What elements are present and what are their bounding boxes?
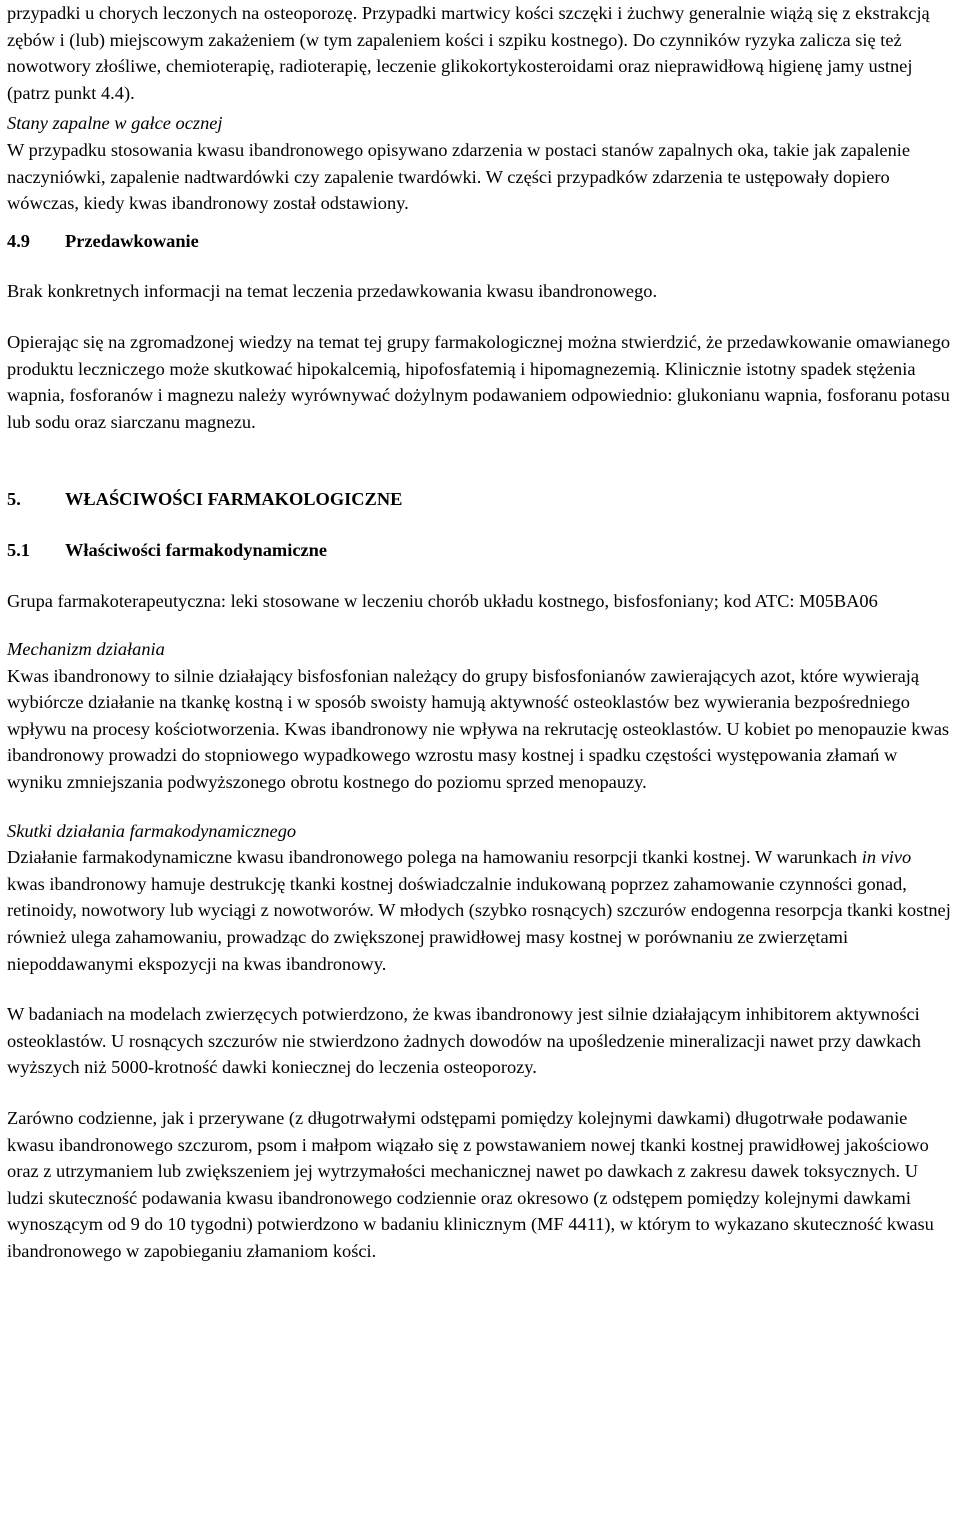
section-number: 4.9 xyxy=(7,230,30,251)
section-heading-5 xyxy=(7,486,952,513)
subheading-mechanism: Mechanizm działania xyxy=(7,639,165,660)
subheading-eye-inflammation: Stany zapalne w gałce ocznej xyxy=(7,113,223,134)
paragraph-mechanism: Kwas ibandronowy to silnie działający bisfosfonian należący do grupy bisfosfonianów zawierających azot, które wywierają wybiórcze działanie na tkankę kostną i w sposób swoisty hamują aktywność osteoklastów bez wywierania bezpośredniego wpływu na procesy kościotworzenia. Kwas ibandronowy nie wpływa na rekrutację osteoklastów. U kobiet po menopauzie kwas ibandronowy prowadzi do stopniowego wypadkowego wzrostu masy kostnej i spadku częstości występowania złamań w wyniku zmniejszania podwyższonego obrotu kostnego do poziomu sprzed menopauzy. xyxy=(7,665,950,793)
text-run-italic: in vivo xyxy=(861,847,912,868)
section-number: 5. xyxy=(7,489,21,510)
paragraph-eye-inflammation: W przypadku stosowania kwasu ibandronowego opisywano zdarzenia w postaci stanów zapalnych oka, takie jak zapalenie naczyniówki, zapalenie nadtwardówki czy zapalenie twardówki. W części przypadków zdarzenia te ustępowały dopiero wówczas, kiedy kwas ibandronowy został odstawiony. xyxy=(7,139,911,214)
paragraph-animal-models: W badaniach na modelach zwierzęcych potwierdzono, że kwas ibandronowy jest silnie działającym inhibitorem aktywności osteoklastów. U rosnących szczurów nie stwierdzono żadnych dowodów na upośledzenie mineralizacji nawet przy dawkach wyższych niż 5000-krotność dawki koniecznej do leczenia osteoporozy. xyxy=(7,1004,921,1078)
section-number: 5.1 xyxy=(7,539,30,560)
section-title: WŁAŚCIWOŚCI FARMAKOLOGICZNE xyxy=(65,489,403,510)
paragraph-overdose-treatment: Opierając się na zgromadzonej wiedzy na temat tej grupy farmakologicznej można stwierdzić, że przedawkowanie omawianego produktu leczniczego może skutkować hipokalcemią, hipofosfatemią i hipomagnezemią. Klinicznie istotny spadek stężenia wapnia, fosforanów i magnezu należy wyrównywać dożylnym podawaniem odpowiednio: glukonianu wapnia, fosforanu potasu lub sodu oraz siarczanu magnezu. xyxy=(7,331,951,432)
text-run: kwas ibandronowy hamuje destrukcję tkanki kostnej doświadczalnie indukowaną poprzez zahamowanie czynności gonad, retinoidy, nowotwory lub wyciągi z nowotworów. W młodych (szybko rosnących) szczurów endogenna resorpcja tkanki kostnej również ulega zahamowaniu, prowadząc do zwiększonej prawidłowej masy kostnej w porównaniu ze zwierzętami niepoddawanymi ekspozycji na kwas ibandronowy. xyxy=(7,873,951,974)
section-heading-4-9 xyxy=(7,228,952,255)
section-heading-5-1 xyxy=(7,537,952,564)
section-title: Przedawkowanie xyxy=(65,230,199,251)
paragraph-pharmacodynamic-effects xyxy=(7,844,952,977)
paragraph-overdose-info: Brak konkretnych informacji na temat leczenia przedawkowania kwasu ibandronowego. xyxy=(7,281,658,302)
section-title: Właściwości farmakodynamiczne xyxy=(65,539,328,560)
paragraph-pharmacotherapeutic-group: Grupa farmakoterapeutyczna: leki stosowane w leczeniu chorób układu kostnego, bisfosfoniany; kod ATC: M05BA06 xyxy=(7,590,878,611)
paragraph-osteonecrosis: przypadki u chorych leczonych na osteoporozę. Przypadki martwicy kości szczęki i żuchwy generalnie wiążą się z ekstrakcją zębów i (lub) miejscowym zakażeniem (w tym zapaleniem kości i szpiku kostnego). Do czynników ryzyka zalicza się też nowotwory złośliwe, chemioterapię, radioterapię, leczenie glikokortykosteroidami oraz nieprawidłową higienę jamy ustnej (patrz punkt 4.4). xyxy=(7,3,930,103)
subheading-pharmacodynamic-effects: Skutki działania farmakodynamicznego xyxy=(7,820,297,841)
text-run: Działanie farmakodynamiczne kwasu ibandronowego polega na hamowaniu resorpcji tkanki kostnej. W warunkach xyxy=(7,847,862,868)
paragraph-daily-intermittent: Zarówno codzienne, jak i przerywane (z długotrwałymi odstępami pomiędzy kolejnymi dawkami) długotrwałe podawanie kwasu ibandronowego szczurom, psom i małpom wiązało się z powstawaniem nowej tkanki kostnej prawidłowej jakościowo oraz z utrzymaniem lub zwiększeniem jej wytrzymałości mechanicznej nawet po dawkach z zakresu dawek toksycznych. U ludzi skuteczność podawania kwasu ibandronowego codziennie oraz okresowo (z odstępem pomiędzy kolejnymi dawkami wynoszącym od 9 do 10 tygodni) potwierdzono w badaniu klinicznym (MF 4411), w którym to wykazano skuteczność kwasu ibandronowego w zapobieganiu złamaniom kości. xyxy=(7,1108,934,1261)
